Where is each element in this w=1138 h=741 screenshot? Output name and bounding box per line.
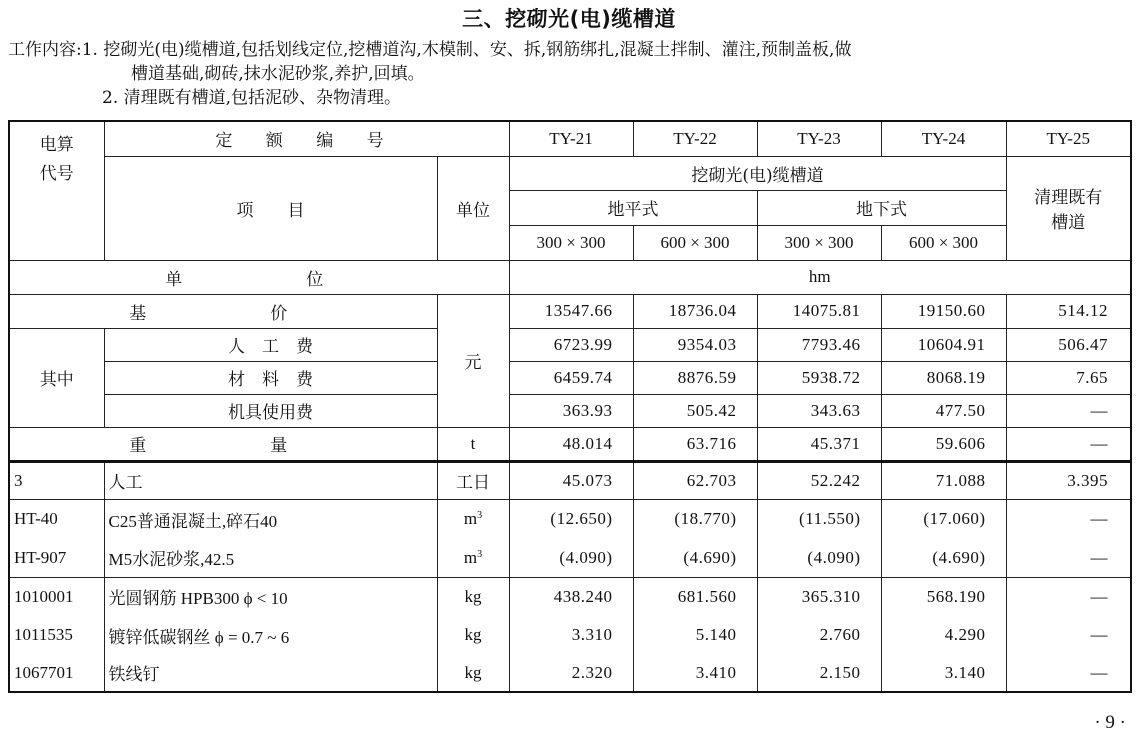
material-cost-value-3: 5938.72	[757, 361, 881, 394]
resource-row	[9, 461, 1131, 499]
resource-value-3: (11.550)	[757, 499, 881, 539]
quota-code-5: TY-25	[1006, 121, 1131, 156]
labor-cost-label: 人 工 费	[104, 328, 437, 361]
labor-cost-value-4: 10604.91	[881, 328, 1006, 361]
group-header: 挖砌光(电)缆槽道	[509, 156, 1006, 190]
base-price-label-text: 基 价	[129, 303, 318, 324]
resource-unit	[437, 539, 509, 577]
resource-value-5: —	[1006, 539, 1131, 577]
work-content-item-1: 1. 挖砌光(电)缆槽道,包括划线定位,挖槽道沟,木模制、安、拆,钢筋绑扎,混凝土拌制、灌注,预制盖板,做	[81, 40, 852, 60]
resource-value-1: (12.650)	[509, 499, 633, 539]
work-content-line-2: 槽道基础,砌砖,抹水泥砂浆,养护,回填。	[131, 64, 425, 84]
weight-value-3: 45.371	[757, 427, 881, 461]
resource-code: 1010001	[9, 577, 104, 616]
weight-value-5: —	[1006, 427, 1131, 461]
resource-value-2: (4.690)	[633, 539, 757, 577]
resource-unit-sup: 3	[477, 548, 483, 560]
section-title: 三、挖砌光(电)缆槽道	[462, 7, 676, 31]
machinery-cost-row	[9, 394, 1131, 427]
resource-value-4: (17.060)	[881, 499, 1006, 539]
resource-unit: 工日	[437, 461, 509, 499]
resource-value-5: —	[1006, 577, 1131, 616]
machinery-cost-value-4: 477.50	[881, 394, 1006, 427]
resource-value-1: 45.073	[509, 461, 633, 499]
clean-header-line-2: 槽道	[1051, 213, 1086, 233]
base-price-row	[9, 294, 1131, 328]
resource-value-5: —	[1006, 616, 1131, 654]
resource-unit	[437, 499, 509, 539]
resource-code: HT-40	[9, 499, 104, 539]
resource-name: M5水泥砂浆,42.5	[104, 539, 437, 577]
quota-code-3: TY-23	[757, 121, 881, 156]
subgroup-header-2: 地下式	[757, 190, 1006, 225]
resource-row	[9, 539, 1131, 577]
resource-name: 人工	[104, 461, 437, 499]
size-header-2: 600 × 300	[633, 225, 757, 260]
quota-code-1: TY-21	[509, 121, 633, 156]
machinery-cost-value-3: 343.63	[757, 394, 881, 427]
code-header	[9, 121, 104, 260]
resource-value-2: 5.140	[633, 616, 757, 654]
base-price-value-1: 13547.66	[509, 294, 633, 328]
resource-value-1: (4.090)	[509, 539, 633, 577]
resource-value-1: 438.240	[509, 577, 633, 616]
material-cost-row	[9, 361, 1131, 394]
resource-value-5: —	[1006, 499, 1131, 539]
material-cost-value-2: 8876.59	[633, 361, 757, 394]
resource-value-4: 4.290	[881, 616, 1006, 654]
labor-cost-value-1: 6723.99	[509, 328, 633, 361]
resource-unit: kg	[437, 616, 509, 654]
resource-value-3: 2.760	[757, 616, 881, 654]
resource-name: C25普通混凝土,碎石40	[104, 499, 437, 539]
clean-header-line-1: 清理既有	[1034, 188, 1103, 208]
header-row-group	[9, 156, 1131, 190]
weight-value-4: 59.606	[881, 427, 1006, 461]
resource-value-2: 681.560	[633, 577, 757, 616]
resource-value-2: 62.703	[633, 461, 757, 499]
resource-value-3: 52.242	[757, 461, 881, 499]
resource-row	[9, 577, 1131, 616]
work-content-line-3: 2. 清理既有槽道,包括泥砂、杂物清理。	[102, 88, 402, 108]
resource-value-2: 3.410	[633, 654, 757, 692]
resource-value-3: 365.310	[757, 577, 881, 616]
unit-row	[9, 260, 1131, 294]
unit-row-label	[9, 260, 509, 294]
resource-row	[9, 499, 1131, 539]
weight-row	[9, 427, 1131, 461]
weight-value-1: 48.014	[509, 427, 633, 461]
code-header-line-1: 电算	[39, 135, 74, 155]
labor-cost-value-2: 9354.03	[633, 328, 757, 361]
page-number: · 9 ·	[1094, 712, 1126, 733]
base-price-unit: 元	[437, 294, 509, 427]
material-cost-value-4: 8068.19	[881, 361, 1006, 394]
resource-value-4: (4.690)	[881, 539, 1006, 577]
subgroup-header-1: 地平式	[509, 190, 757, 225]
machinery-cost-label: 机具使用费	[104, 394, 437, 427]
resource-code: 1067701	[9, 654, 104, 692]
base-price-value-5: 514.12	[1006, 294, 1131, 328]
machinery-cost-value-5: —	[1006, 394, 1131, 427]
labor-cost-row	[9, 328, 1131, 361]
resource-value-4: 568.190	[881, 577, 1006, 616]
work-content-line-1	[8, 38, 851, 62]
clean-header	[1006, 156, 1131, 260]
resource-unit: kg	[437, 577, 509, 616]
resource-value-1: 2.320	[509, 654, 633, 692]
machinery-cost-value-2: 505.42	[633, 394, 757, 427]
material-cost-label: 材 料 费	[104, 361, 437, 394]
resource-code: 3	[9, 461, 104, 499]
weight-unit: t	[437, 427, 509, 461]
weight-value-2: 63.716	[633, 427, 757, 461]
quota-no-header: 定 额 编 号	[104, 121, 509, 156]
resource-name: 镀锌低碳钢丝 ϕ = 0.7 ~ 6	[104, 616, 437, 654]
resource-unit-base: m	[463, 509, 478, 529]
unit-header: 单位	[437, 156, 509, 260]
weight-label	[9, 427, 437, 461]
resource-unit-base: m	[463, 547, 478, 567]
base-price-value-2: 18736.04	[633, 294, 757, 328]
labor-cost-value-5: 506.47	[1006, 328, 1131, 361]
unit-row-value: hm	[509, 260, 1131, 294]
resource-unit-sup: 3	[477, 510, 483, 522]
resource-value-4: 3.140	[881, 654, 1006, 692]
resource-value-2: (18.770)	[633, 499, 757, 539]
unit-row-label-text: 单 位	[165, 269, 354, 290]
resource-code: 1011535	[9, 616, 104, 654]
material-cost-value-5: 7.65	[1006, 361, 1131, 394]
quota-code-4: TY-24	[881, 121, 1006, 156]
work-content-label: 工作内容:	[8, 40, 82, 60]
size-header-1: 300 × 300	[509, 225, 633, 260]
item-header: 项 目	[104, 156, 437, 260]
resource-unit: kg	[437, 654, 509, 692]
code-header-line-2: 代号	[39, 164, 74, 184]
resource-row	[9, 616, 1131, 654]
resource-row	[9, 654, 1131, 692]
base-price-label	[9, 294, 437, 328]
header-row-quota-no	[9, 121, 1131, 156]
of-which-label: 其中	[9, 328, 104, 427]
resource-value-3: 2.150	[757, 654, 881, 692]
resource-name: 铁线钉	[104, 654, 437, 692]
resource-value-1: 3.310	[509, 616, 633, 654]
resource-name: 光圆钢筋 HPB300 ϕ < 10	[104, 577, 437, 616]
material-cost-value-1: 6459.74	[509, 361, 633, 394]
base-price-value-4: 19150.60	[881, 294, 1006, 328]
size-header-3: 300 × 300	[757, 225, 881, 260]
size-header-4: 600 × 300	[881, 225, 1006, 260]
resource-code: HT-907	[9, 539, 104, 577]
work-content	[8, 38, 851, 110]
resource-value-5: —	[1006, 654, 1131, 692]
quota-table	[8, 120, 1132, 693]
resource-value-3: (4.090)	[757, 539, 881, 577]
labor-cost-value-3: 7793.46	[757, 328, 881, 361]
quota-code-2: TY-22	[633, 121, 757, 156]
base-price-value-3: 14075.81	[757, 294, 881, 328]
resource-value-5: 3.395	[1006, 461, 1131, 499]
weight-label-text: 重 量	[129, 436, 318, 456]
machinery-cost-value-1: 363.93	[509, 394, 633, 427]
resource-value-4: 71.088	[881, 461, 1006, 499]
